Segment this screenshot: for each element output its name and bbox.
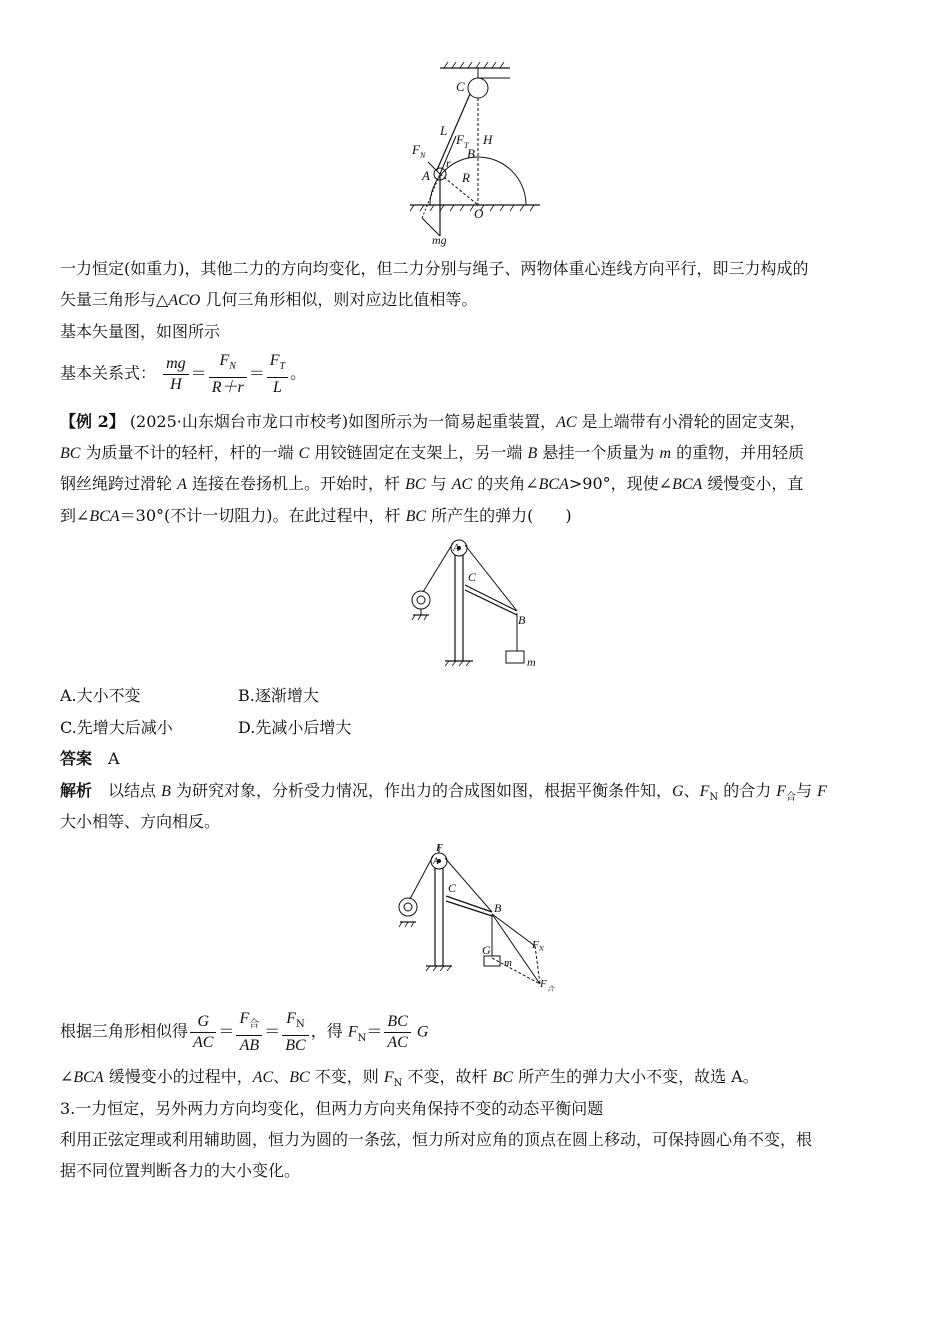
example-line1: 【例 2】 (2025·山东烟台市龙口市校考)如图所示为一简易起重装置，AC 是上端带有小滑轮的固定支架， (60, 412, 806, 431)
fig1-label-R: R (462, 170, 470, 185)
fig3-label-F: F (436, 842, 443, 854)
figure-crane (405, 535, 550, 673)
fig3-label-FN: F (532, 939, 539, 951)
fig1-label-mg: mg (432, 233, 447, 247)
fig3-label-Fhe-sub: 合 (547, 985, 554, 993)
option-a: A.大小不变 (60, 686, 141, 705)
conclusion: ∠BCA 缓慢变小的过程中，AC、BC 不变，则 $F_N$ 不变，故杆 BC 所产生的弹力大小不变，故选 A。 (60, 1067, 759, 1090)
figure-pendulum-hemisphere (400, 58, 550, 248)
analysis-line1: 解析 以结点 B 为研究对象，分析受力情况，作出力的合成图如图，根据平衡条件知，G、$F_N$ 的合力 $F_合$与 F (60, 781, 827, 804)
derivation: 根据三角形相似得 $\frac{G}{AC}$ ＝ $\frac{F_合}{AB}$ ＝ $\frac{F_N}{BC}$ ，得 $F_N=$ $\frac{BC}{AC}$ G (60, 1010, 429, 1055)
option-d: D.先减小后增大 (238, 718, 352, 737)
answer: 答案 A (60, 749, 120, 768)
example-line4: 到∠BCA＝30°(不计一切阻力)。在此过程中，杆 BC 所产生的弹力( ) (60, 506, 572, 525)
fig3-label-Fhe: F (540, 978, 547, 990)
fig3-label-FN-sub: N (539, 945, 544, 953)
option-b: B.逐渐增大 (238, 686, 319, 705)
fig1-label-L: L (440, 123, 448, 138)
fig1-label-A: A (422, 168, 430, 183)
fig1-label-r: r (446, 156, 451, 170)
figure-force-synthesis (390, 840, 565, 1000)
fig1-label-H: H (483, 132, 493, 147)
section3-line2: 据不同位置判断各力的大小变化。 (60, 1161, 301, 1180)
example-line3: 钢丝绳跨过滑轮 A 连接在卷扬机上。开始时，杆 BC 与 AC 的夹角∠BCA>90°，现使∠BCA 缓慢变小，直 (60, 474, 804, 493)
section3-title: 3.一力恒定，另外两力方向均变化，但两力方向夹角保持不变的动态平衡问题 (60, 1099, 604, 1118)
fig2-label-C: C (468, 570, 477, 584)
fig1-label-FT: F (456, 132, 464, 147)
fig2-label-A: A (453, 543, 460, 554)
fig1-label-C: C (456, 79, 465, 94)
fig3-label-G: G (482, 943, 491, 957)
fig1-label-FT-sub: T (464, 141, 469, 150)
example-line2: BC 为质量不计的轻杆，杆的一端 C 用铰链固定在支架上，另一端 B 悬挂一个质量为 m 的重物，并用轻质 (60, 443, 805, 462)
fig1-label-O: O (474, 206, 484, 221)
para1-line3: 基本矢量图，如图所示 (60, 322, 221, 341)
basic-relation: 基本关系式： $\frac{mg}{H}$ ＝ $\frac{F_N}{R+r}$ ＝ $\frac{F_T}{L}$ 。 (60, 352, 307, 397)
fig3-label-A: A (433, 856, 439, 866)
para1-line1: 一力恒定(如重力)，其他二力的方向均变化，但二力分别与绳子、两物体重心连线方向平行，即三力构成的 (60, 259, 809, 278)
fig1-label-B: B (467, 146, 475, 161)
fig2-label-m: m (527, 655, 536, 669)
fig3-label-m: m (504, 957, 512, 969)
analysis-line2: 大小相等、方向相反。 (60, 812, 221, 831)
fig3-label-C: C (448, 881, 457, 895)
fig1-label-FN: F (412, 142, 420, 157)
para1-line2: 矢量三角形与△ACO 几何三角形相似，则对应边比值相等。 (60, 290, 478, 309)
option-c: C.先增大后减小 (60, 718, 173, 737)
section3-line1: 利用正弦定理或利用辅助圆，恒力为圆的一条弦，恒力所对应角的顶点在圆上移动，可保持圆心角不变，根 (60, 1130, 813, 1149)
fig2-label-B: B (518, 613, 526, 627)
fig3-label-B: B (494, 901, 502, 915)
fig1-label-FN-sub: N (420, 151, 426, 160)
